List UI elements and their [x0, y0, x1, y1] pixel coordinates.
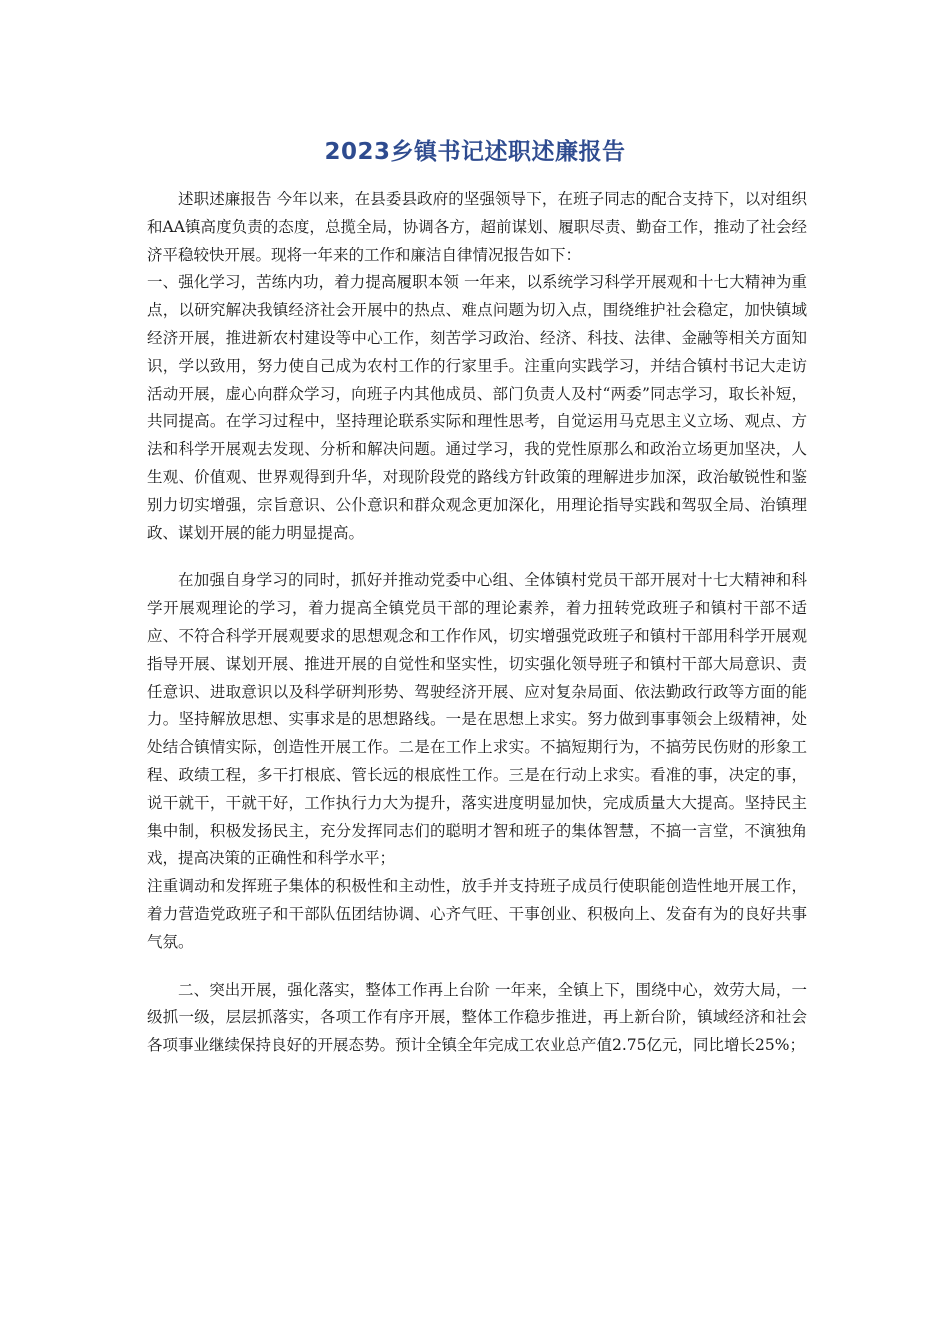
paragraph-study-promotion: 在加强自身学习的同时，抓好并推动党委中心组、全体镇村党员干部开展对十七大精神和科学开展观理论的学习，着力提高全镇党员干部的理论素养，着力扭转党政班子和镇村干部不适应、不符合科学开展观要求的思想观念和工作作风，切实增强党政班子和镇村干部用科学开展观指导开展、谋划开展、推进开展的自觉性和坚实性，切实强化领导班子和镇村干部大局意识、责任意识、进取意识以及科学研判形势、驾驶经济开展、应对复杂局面、依法勤政行政等方面的能力。坚持解放思想、实事求是的思想路线。一是在思想上求实。努力做到事事领会上级精神，处处结合镇情实际，创造性开展工作。二是在工作上求实。不搞短期行为，不搞劳民伤财的形象工程、政绩工程，多干打根底、管长远的根底性工作。三是在行动上求实。看准的事，决定的事，说干就干，干就干好，工作执行力大为提升，落实进度明显加快，完成质量大大提高。坚持民主集中制，积极发扬民主，充分发挥同志们的聪明才智和班子的集体智慧，不搞一言堂，不演独角戏，提高决策的正确性和科学水平； — [147, 571, 807, 868]
document-body — [147, 186, 807, 1060]
paragraph-intro: 述职述廉报告 今年以来，在县委县政府的坚强领导下，在班子同志的配合支持下，以对组织和AA镇高度负责的态度，总揽全局，协调各方，超前谋划、履职尽责、勤奋工作，推动了社会经济平稳较快开展。现将一年来的工作和廉洁自律情况报告如下： — [147, 190, 807, 264]
paragraph-section-2: 二、突出开展，强化落实，整体工作再上台阶 一年来，全镇上下，围绕中心，效劳大局，一级抓一级，层层抓落实，各项工作有序开展，整体工作稳步推进，再上新台阶，镇域经济和社会各项事业继续保持良好的开展态势。预计全镇全年完成工农业总产值2.75亿元，同比增长25%； — [147, 980, 807, 1055]
paragraph-section-1: 一、强化学习，苦练内功，着力提高履职本领 一年来，以系统学习科学开展观和十七大精神为重点，以研究解决我镇经济社会开展中的热点、难点问题为切入点，围绕维护社会稳定，加快镇域经济开展，推进新农村建设等中心工作，刻苦学习政治、经济、科技、法律、金融等相关方面知识，学以致用，努力使自己成为农村工作的行家里手。注重向实践学习，并结合镇村书记大走访活动开展，虚心向群众学习，向班子内其他成员、部门负责人及村“两委”同志学习，取长补短，共同提高。在学习过程中，坚持理论联系实际和理性思考，自觉运用马克思主义立场、观点、方法和科学开展观去发现、分析和解决问题。通过学习，我的党性原那么和政治立场更加坚决，人生观、价值观、世界观得到升华，对现阶段党的路线方针政策的理解进步加深，政治敏锐性和鉴别力切实增强，宗旨意识、公仆意识和群众观念更加深化，用理论指导实践和驾驭全局、治镇理政、谋划开展的能力明显提高。 — [147, 273, 807, 542]
paragraph-team-collaboration: 注重调动和发挥班子集体的积极性和主动性，放手并支持班子成员行使职能创造性地开展工作，着力营造党政班子和干部队伍团结协调、心齐气旺、干事创业、积极向上、发奋有为的良好共事气氛。 — [147, 877, 807, 951]
document-title: 2023乡镇书记述职述廉报告 — [324, 139, 626, 165]
